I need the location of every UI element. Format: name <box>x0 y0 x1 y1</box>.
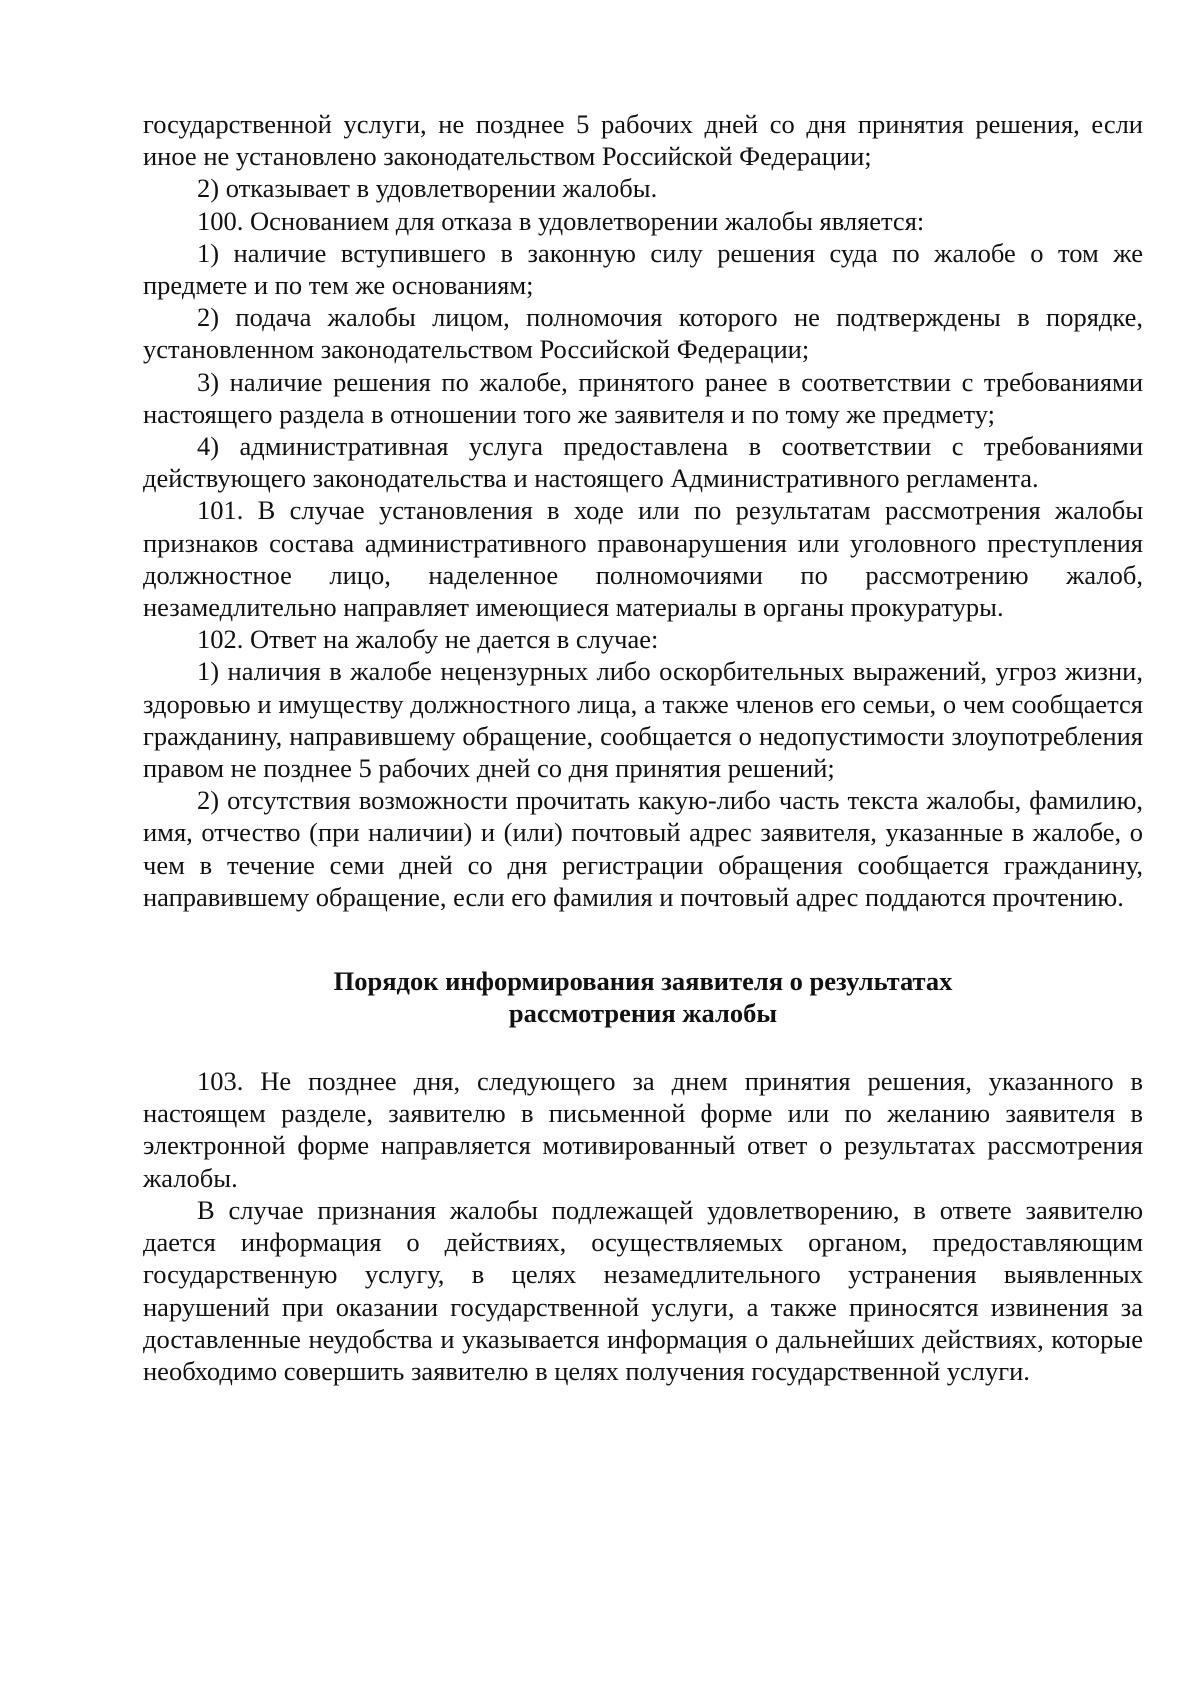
paragraph-102-item-1: 1) наличия в жалобе нецензурных либо оскорбительных выражений, угроз жизни, здоровью и имуществу должностного лица, а также членов его семьи, о чем сообщается гражданину, направившему обращение, сообщается о недопустимости злоупотребления правом не позднее 5 рабочих дней со дня принятия решений; <box>143 656 1143 784</box>
paragraph-continuation: государственной услуги, не позднее 5 рабочих дней со дня принятия решения, если иное не установлено законодательством Российской Федерации; <box>143 109 1143 172</box>
paragraph-100-item-2: 2) подача жалобы лицом, полномочия которого не подтверждены в порядке, установленном законодательством Российской Федерации; <box>143 302 1143 365</box>
paragraph-102-item-2: 2) отсутствия возможности прочитать какую-либо часть текста жалобы, фамилию, имя, отчество (при наличии) и (или) почтовый адрес заявителя, указанные в жалобе, о чем в течение семи дней со дня регистрации обращения сообщается гражданину, направившему обращение, если его фамилия и почтовый адрес поддаются прочтению. <box>143 785 1143 912</box>
document-page <box>143 108 1143 1387</box>
paragraph-item-2-rejects: 2) отказывает в удовлетворении жалобы. <box>197 173 658 204</box>
paragraph-101: 101. В случае установления в ходе или по результатам рассмотрения жалобы признаков состава административного правонарушения или уголовного преступления должностное лицо, наделенное полномочиями по рассмотрению жалоб, незамедлительно направляет имеющиеся материалы в органы прокуратуры. <box>143 495 1143 623</box>
paragraph-100-item-3: 3) наличие решения по жалобе, принятого ранее в соответствии с требованиями настоящего раздела в отношении того же заявителя и по тому же предмету; <box>143 366 1143 429</box>
paragraph-100: 100. Основанием для отказа в удовлетворении жалобы является: <box>197 205 925 236</box>
paragraph-103-satisfaction: В случае признания жалобы подлежащей удовлетворению, в ответе заявителю дается информация о действиях, осуществляемых органом, предоставляющим государственную услугу, в целях незамедлительного устранения выявленных нарушений при оказании государственной услуги, а также приносятся извинения за доставленные неудобства и указывается информация о дальнейших действиях, которые необходимо совершить заявителю в целях получения государственной услуги. <box>143 1194 1143 1386</box>
paragraph-100-item-4: 4) административная услуга предоставлена в соответствии с требованиями действующего законодательства и настоящего Административного регламента. <box>143 431 1143 494</box>
paragraph-103: 103. Не позднее дня, следующего за днем принятия решения, указанного в настоящем разделе, заявителю в письменной форме или по желанию заявителя в электронной форме направляется мотивированный ответ о результатах рассмотрения жалобы. <box>143 1066 1143 1193</box>
section-heading <box>143 965 1143 1029</box>
paragraph-102: 102. Ответ на жалобу не дается в случае: <box>197 624 659 655</box>
paragraph-100-item-1: 1) наличие вступившего в законную силу решения суда по жалобе о том же предмете и по тем же основаниям; <box>143 237 1143 301</box>
section-heading-line-1: Порядок информирования заявителя о результатах <box>333 966 953 997</box>
section-heading-line-2: рассмотрения жалобы <box>508 998 778 1029</box>
